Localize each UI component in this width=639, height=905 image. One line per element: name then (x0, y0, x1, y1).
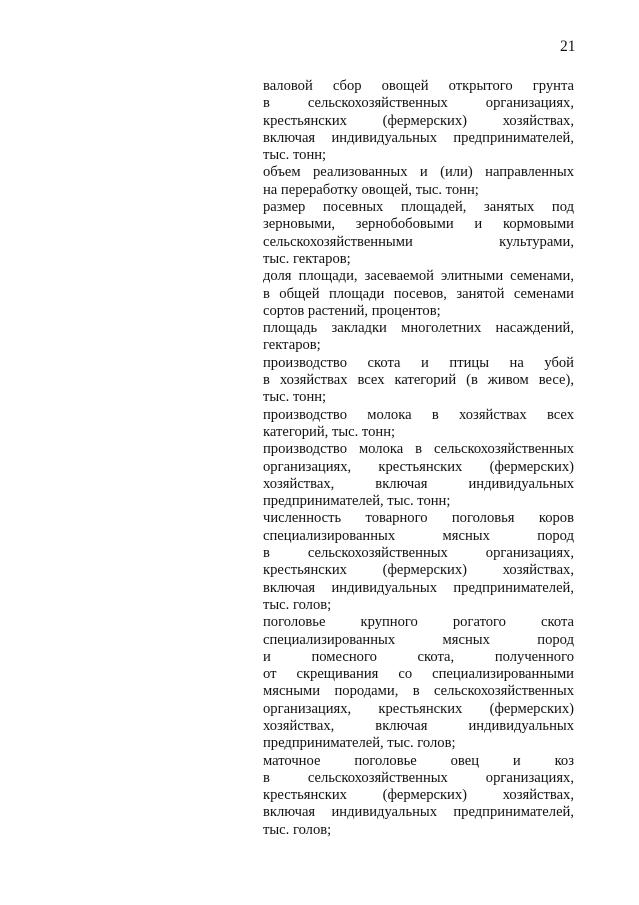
indicator-item (263, 355, 574, 407)
indicator-list (263, 78, 574, 839)
text-line: включая индивидуальных предпринимателей, (263, 804, 574, 821)
indicator-item (263, 268, 574, 320)
text-line: на переработку овощей, тыс. тонн; (263, 181, 479, 198)
text-line: мясными породами, в сельскохозяйственных (263, 683, 574, 700)
indicator-item (263, 78, 574, 164)
text-line: тыс. голов; (263, 596, 332, 613)
text-line: зерновыми, зернобобовыми и кормовыми (263, 216, 574, 233)
indicator-item (263, 320, 574, 355)
text-line: включая индивидуальных предпринимателей, (263, 129, 574, 146)
text-line: хозяйствах, включая индивидуальных (263, 717, 574, 734)
text-line: сельскохозяйственными культурами, (263, 233, 574, 250)
text-line: в сельскохозяйственных организациях, (263, 545, 574, 562)
text-line: специализированных мясных пород (263, 527, 574, 544)
indicator-item (263, 199, 574, 268)
text-line: в сельскохозяйственных организациях, (263, 769, 574, 786)
text-line: тыс. тонн; (263, 389, 327, 406)
text-line: численность товарного поголовья коров (263, 510, 574, 527)
indicator-item (263, 510, 574, 614)
text-line: включая индивидуальных предпринимателей, (263, 579, 574, 596)
text-line: гектаров; (263, 337, 321, 354)
text-line: в сельскохозяйственных организациях, (263, 95, 574, 112)
text-line: производство молока в сельскохозяйственных (263, 441, 574, 458)
text-line: объем реализованных и (или) направленных (263, 164, 574, 181)
text-line: категорий, тыс. тонн; (263, 423, 396, 440)
text-line: маточное поголовье овец и коз (263, 752, 574, 769)
text-line: поголовье крупного рогатого скота (263, 614, 574, 631)
text-line: от скрещивания со специализированными (263, 666, 574, 683)
indicator-item (263, 407, 574, 442)
text-line: в хозяйствах всех категорий (в живом весе), (263, 372, 574, 389)
indicator-item (263, 164, 574, 199)
text-line: специализированных мясных пород (263, 631, 574, 648)
page-number: 21 (560, 38, 576, 55)
text-line: крестьянских (фермерских) хозяйствах, (263, 112, 574, 129)
text-line: производство скота и птицы на убой (263, 354, 574, 371)
text-line: тыс. голов; (263, 821, 332, 838)
text-line: крестьянских (фермерских) хозяйствах, (263, 787, 574, 804)
text-line: площадь закладки многолетних насаждений, (263, 320, 574, 337)
indicator-item (263, 441, 574, 510)
text-line: тыс. тонн; (263, 147, 327, 164)
text-line: организациях, крестьянских (фермерских) (263, 458, 574, 475)
indicator-item (263, 614, 574, 752)
text-line: предпринимателей, тыс. тонн; (263, 493, 451, 510)
text-line: доля площади, засеваемой элитными семенами, (263, 268, 574, 285)
text-line: организациях, крестьянских (фермерских) (263, 700, 574, 717)
text-line: тыс. гектаров; (263, 250, 351, 267)
text-line: в общей площади посевов, занятой семенами (263, 285, 574, 302)
text-line: валовой сбор овощей открытого грунта (263, 78, 574, 94)
text-line: сортов растений, процентов; (263, 302, 441, 319)
indicator-item (263, 753, 574, 839)
text-line: и помесного скота, полученного (263, 648, 574, 665)
text-line: хозяйствах, включая индивидуальных (263, 475, 574, 492)
text-line: крестьянских (фермерских) хозяйствах, (263, 562, 574, 579)
text-line: производство молока в хозяйствах всех (263, 406, 574, 423)
text-line: размер посевных площадей, занятых под (263, 199, 574, 216)
text-line: предпринимателей, тыс. голов; (263, 735, 456, 752)
